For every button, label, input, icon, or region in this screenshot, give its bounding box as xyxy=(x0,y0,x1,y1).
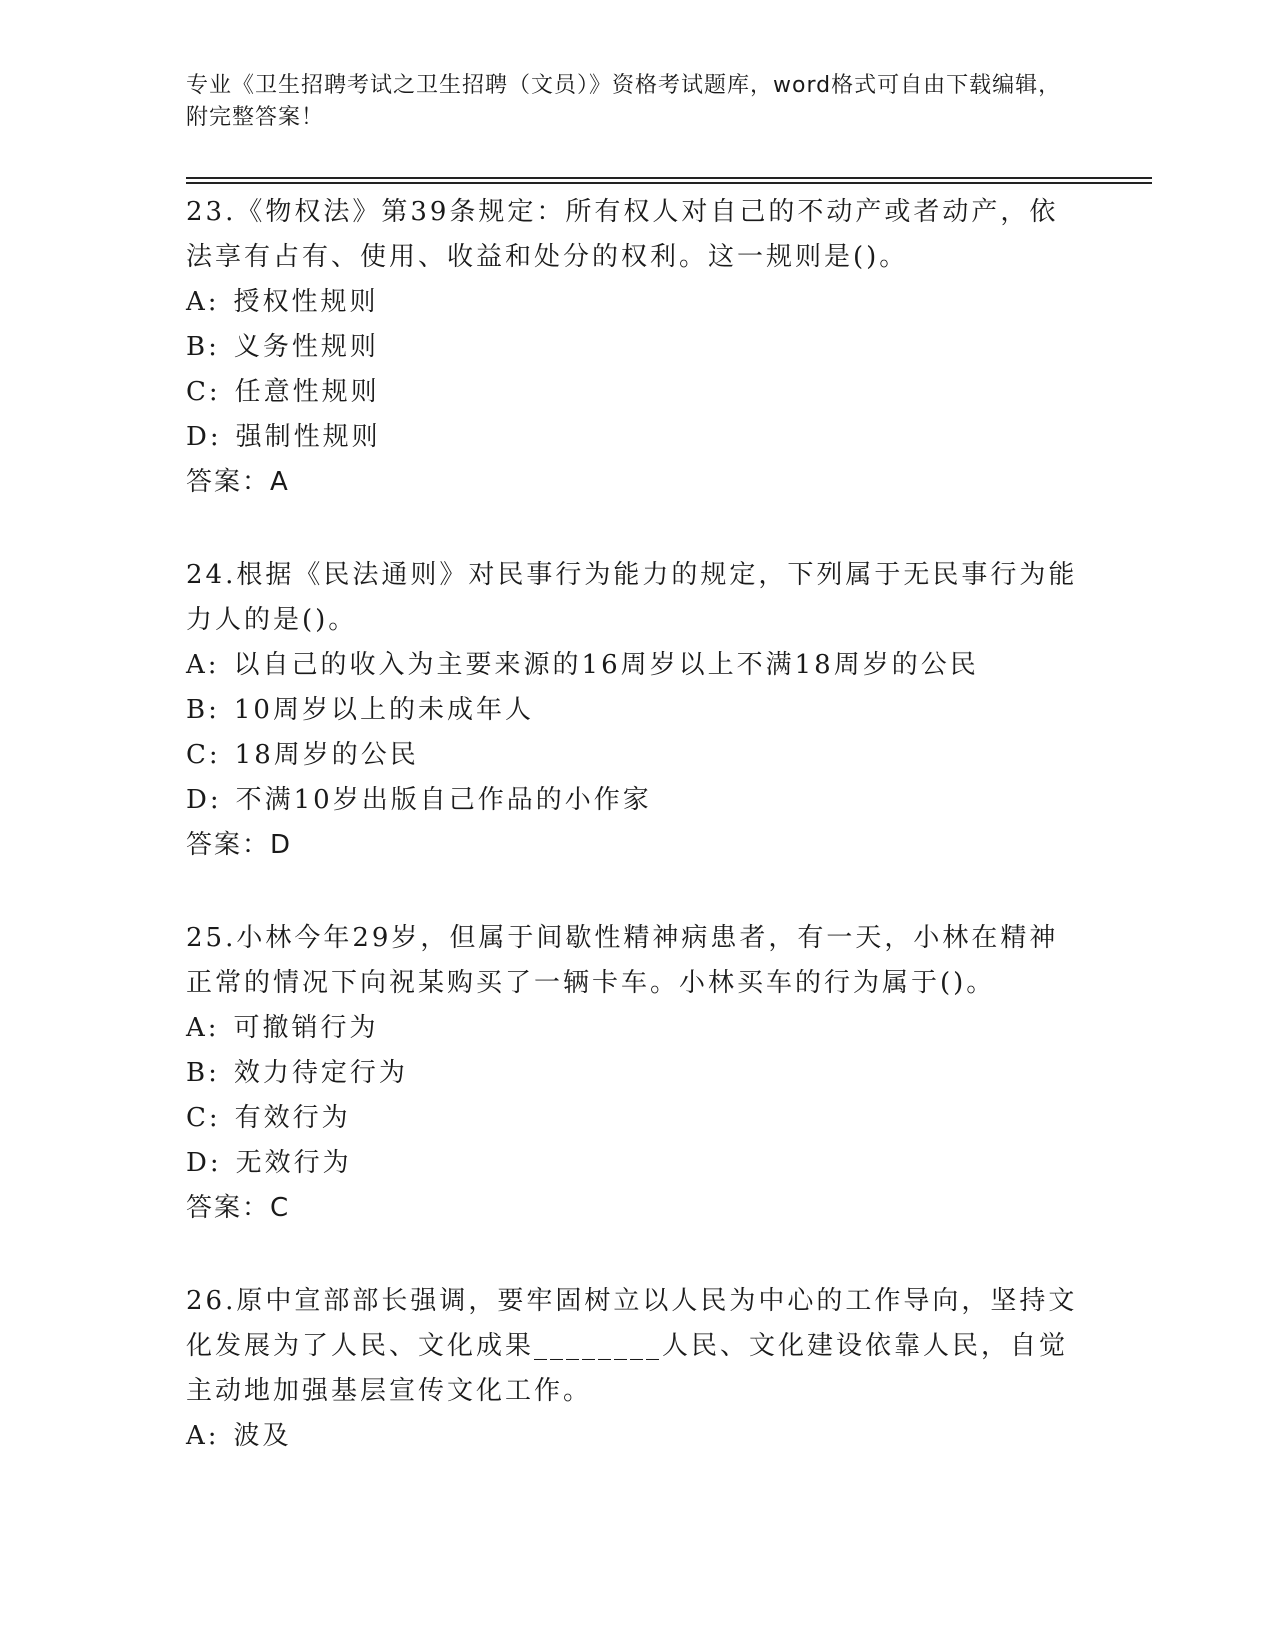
option-d xyxy=(186,1141,1086,1186)
option-text: 有效行为 xyxy=(234,1103,351,1133)
question-25 xyxy=(186,916,1086,1231)
option-text: 义务性规则 xyxy=(233,332,379,362)
option-d xyxy=(186,415,1086,460)
option-text: 任意性规则 xyxy=(234,377,380,407)
option-d xyxy=(186,778,1086,823)
option-text: 以自己的收入为主要来源的16周岁以上不满18周岁的公民 xyxy=(233,650,979,680)
option-letter: C: xyxy=(186,377,221,407)
option-b xyxy=(186,325,1086,370)
question-stem: 24.根据《民法通则》对民事行为能力的规定，下列属于无民事行为能力人的是()。 xyxy=(186,560,1078,635)
option-letter: D: xyxy=(186,785,222,815)
answer-line: 答案：D xyxy=(186,830,293,860)
option-a xyxy=(186,643,1086,688)
option-a xyxy=(186,1006,1086,1051)
option-text: 无效行为 xyxy=(235,1148,352,1178)
option-letter: C: xyxy=(186,740,221,770)
option-letter: B: xyxy=(186,1058,220,1088)
header-rule-top xyxy=(186,177,1152,179)
question-list xyxy=(186,190,1086,1507)
question-stem: 23.《物权法》第39条规定：所有权人对自己的不动产或者动产，依法享有占有、使用、收益和处分的权利。这一规则是()。 xyxy=(186,197,1059,272)
question-stem: 25.小林今年29岁，但属于间歇性精神病患者，有一天，小林在精神正常的情况下向祝某购买了一辆卡车。小林买车的行为属于()。 xyxy=(186,923,1059,998)
document-header: 专业《卫生招聘考试之卫生招聘（文员）》资格考试题库，word格式可自由下载编辑，附完整答案！ xyxy=(186,73,1062,130)
option-letter: C: xyxy=(186,1103,221,1133)
option-text: 10周岁以上的未成年人 xyxy=(233,695,534,725)
question-23 xyxy=(186,190,1086,505)
option-text: 强制性规则 xyxy=(235,422,381,452)
option-text: 授权性规则 xyxy=(233,287,379,317)
option-letter: B: xyxy=(186,332,220,362)
question-stem: 26.原中宣部部长强调，要牢固树立以人民为中心的工作导向，坚持文化发展为了人民、文化成果________人民、文化建设依靠人民，自觉主动地加强基层宣传文化工作。 xyxy=(186,1286,1078,1406)
option-text: 波及 xyxy=(233,1421,292,1451)
option-b xyxy=(186,1051,1086,1096)
option-text: 不满10岁出版自己作品的小作家 xyxy=(235,785,652,815)
option-letter: D: xyxy=(186,1148,222,1178)
question-26 xyxy=(186,1279,1086,1459)
option-text: 效力待定行为 xyxy=(233,1058,408,1088)
option-a xyxy=(186,280,1086,325)
option-a xyxy=(186,1414,1086,1459)
option-letter: B: xyxy=(186,695,220,725)
option-text: 可撤销行为 xyxy=(233,1013,379,1043)
option-letter: D: xyxy=(186,422,222,452)
answer-line: 答案：C xyxy=(186,1193,291,1223)
header-rule-bottom xyxy=(186,182,1152,184)
option-text: 18周岁的公民 xyxy=(234,740,419,770)
option-b xyxy=(186,688,1086,733)
option-letter: A: xyxy=(186,1013,220,1043)
answer-line: 答案：A xyxy=(186,467,290,497)
option-c xyxy=(186,370,1086,415)
option-letter: A: xyxy=(186,1421,220,1451)
option-c xyxy=(186,1096,1086,1141)
option-c xyxy=(186,733,1086,778)
option-letter: A: xyxy=(186,287,220,317)
question-24 xyxy=(186,553,1086,868)
option-letter: A: xyxy=(186,650,220,680)
